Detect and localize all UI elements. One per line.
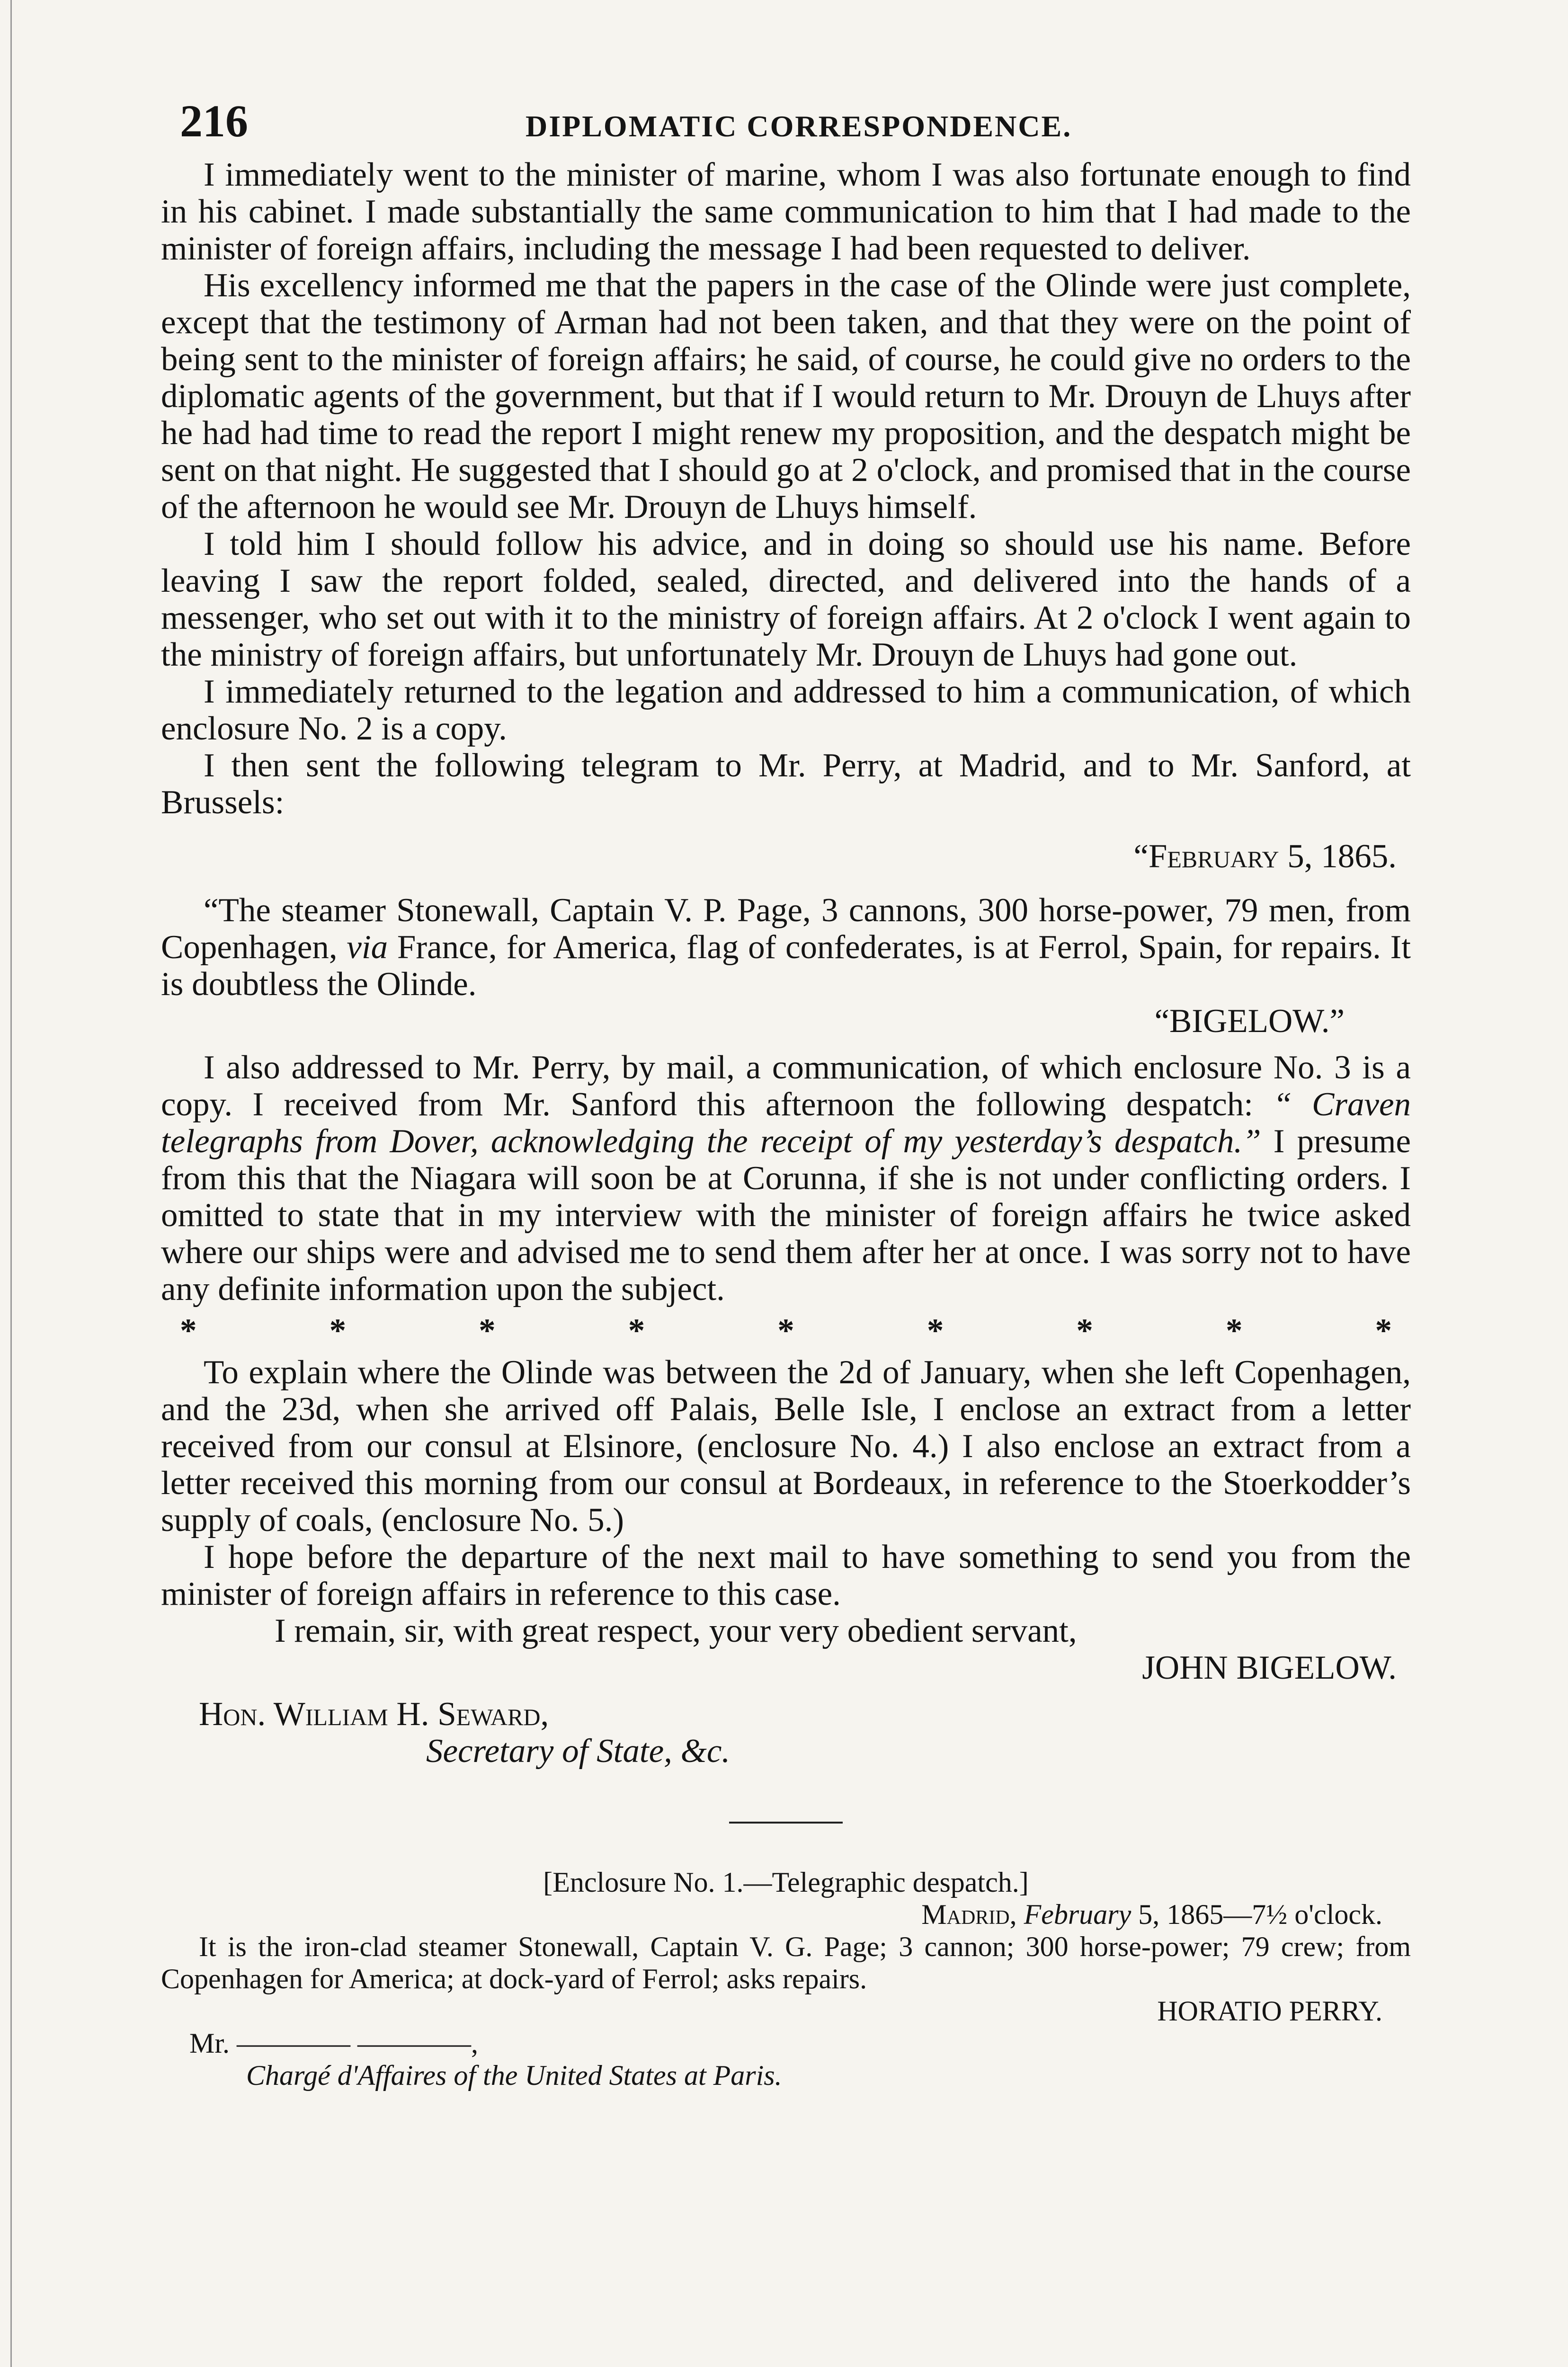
letter-body xyxy=(161,156,1411,1770)
asterisk: * xyxy=(927,1312,944,1349)
enclosure-signer: HORATIO PERRY. xyxy=(1157,1995,1382,2027)
enclosure-dateline xyxy=(161,1898,1411,1931)
page-edge-line xyxy=(10,0,12,2367)
document-page xyxy=(161,90,1411,2091)
paragraph-part: I presume from this that the Niagara will soon be at Corunna, if she is not under conflicting orders. I omitted to state that in my interview with the minister of foreign affairs he twice asked where our ships were and advised me to send them after her at once. I was sorry not to have any definite information upon the subject. xyxy=(161,1123,1411,1308)
paragraph-part: I also addressed to Mr. Perry, by mail, a communication, of which enclosure No. 3 is a copy. I received from Mr. Sanford this afternoon the following despatch: xyxy=(161,1049,1411,1123)
paragraph: I told him I should follow his advice, and in doing so should use his name. Before leaving I saw the report folded, sealed, directed, and delivered into the hands of a messenger, who set out with it to the ministry of foreign affairs. At 2 o'clock I went again to the ministry of foreign affairs, but unfortunately Mr. Drouyn de Lhuys had gone out. xyxy=(161,525,1411,673)
telegram-text xyxy=(161,892,1411,1003)
paragraph: I immediately returned to the legation and addressed to him a communication, of which enclosure No. 2 is a copy. xyxy=(161,673,1411,747)
enclosure-addressee: Mr. ———— ————, xyxy=(189,2028,479,2059)
telegram-text-part: France, for America, flag of confederates, is at Ferrol, Spain, for repairs. It is doubtless the Olinde. xyxy=(161,929,1411,1003)
addressee-title: Secretary of State, &c. xyxy=(426,1733,731,1770)
signer-name: JOHN BIGELOW. xyxy=(1142,1649,1397,1686)
asterisk: * xyxy=(1076,1312,1093,1349)
telegram-date: “February 5, 1865. xyxy=(1133,838,1397,875)
addressee-name: Hon. William H. Seward, xyxy=(199,1696,549,1733)
asterisk: * xyxy=(628,1312,645,1349)
paragraph: I hope before the departure of the next mail to have something to send you from the minister of foreign affairs in reference to this case. xyxy=(161,1539,1411,1612)
paragraph: I immediately went to the minister of marine, whom I was also fortunate enough to find in his cabinet. I made substantially the same communication to him that I had made to the minister of foreign affairs, including the message I had been requested to deliver. xyxy=(161,156,1411,267)
asterisk: * xyxy=(180,1312,197,1349)
telegram-text-part: “The steamer Stonewall, Captain V. P. Page, 3 cannons, 300 horse-power, 79 men, from Copenhagen, xyxy=(161,892,1411,966)
enclosure-addressee-title: Chargé d'Affaires of the United States at Paris. xyxy=(246,2060,782,2091)
dateline-month: February xyxy=(1024,1899,1131,1930)
asterisk: * xyxy=(1375,1312,1392,1349)
paragraph xyxy=(161,1049,1411,1308)
asterisk: * xyxy=(1225,1312,1243,1349)
enclosure-text: It is the iron-clad steamer Stonewall, Captain V. G. Page; 3 cannon; 300 horse-power; 79 crew; from Copenhagen for America; at dock-yard of Ferrol; asks repairs. xyxy=(161,1931,1411,1994)
enclosure-heading: [Enclosure No. 1.—Telegraphic despatch.] xyxy=(543,1867,1029,1898)
paragraph: To explain where the Olinde was between the 2d of January, when she left Copenhagen, and the 23d, when she arrived off Palais, Belle Isle, I enclose an extract from a letter received from our consul at Elsinore, (enclosure No. 4.) I also enclose an extract from a letter received this morning from our consul at Bordeaux, in reference to the Stoerkodder’s supply of coals, (enclosure No. 5.) xyxy=(161,1354,1411,1539)
page-number: 216 xyxy=(180,96,248,146)
dateline-place: Madrid, xyxy=(921,1899,1017,1930)
dateline-rest: 5, 1865—7½ o'clock. xyxy=(1138,1899,1382,1930)
enclosure-section xyxy=(161,1866,1411,2091)
asterisk: * xyxy=(479,1312,496,1349)
asterisk: * xyxy=(777,1312,794,1349)
telegram-via: via xyxy=(347,929,388,966)
omission-asterisks xyxy=(161,1312,1411,1349)
quoted-despatch: “ Craven telegraphs from Dover, acknowledging the receipt of my yesterday’s despatch.” xyxy=(161,1086,1411,1160)
section-divider xyxy=(729,1822,843,1824)
paragraph: I then sent the following telegram to Mr. Perry, at Madrid, and to Mr. Sanford, at Brussels: xyxy=(161,747,1411,821)
telegram-signature: “BIGELOW.” xyxy=(1154,1003,1345,1040)
paragraph: His excellency informed me that the papers in the case of the Olinde were just complete, except that the testimony of Arman had not been taken, and that they were on the point of being sent to the minister of foreign affairs; he said, of course, he could give no orders to the diplomatic agents of the government, but that if I would return to Mr. Drouyn de Lhuys after he had had time to read the report I might renew my proposition, and the despatch might be sent on that night. He suggested that I should go at 2 o'clock, and promised that in the course of the afternoon he would see Mr. Drouyn de Lhuys himself. xyxy=(161,267,1411,525)
closing-line: I remain, sir, with great respect, your very obedient servant, xyxy=(275,1612,1077,1649)
page-header xyxy=(161,90,1411,156)
running-title: DIPLOMATIC CORRESPONDENCE. xyxy=(526,109,1072,143)
asterisk: * xyxy=(329,1312,347,1349)
